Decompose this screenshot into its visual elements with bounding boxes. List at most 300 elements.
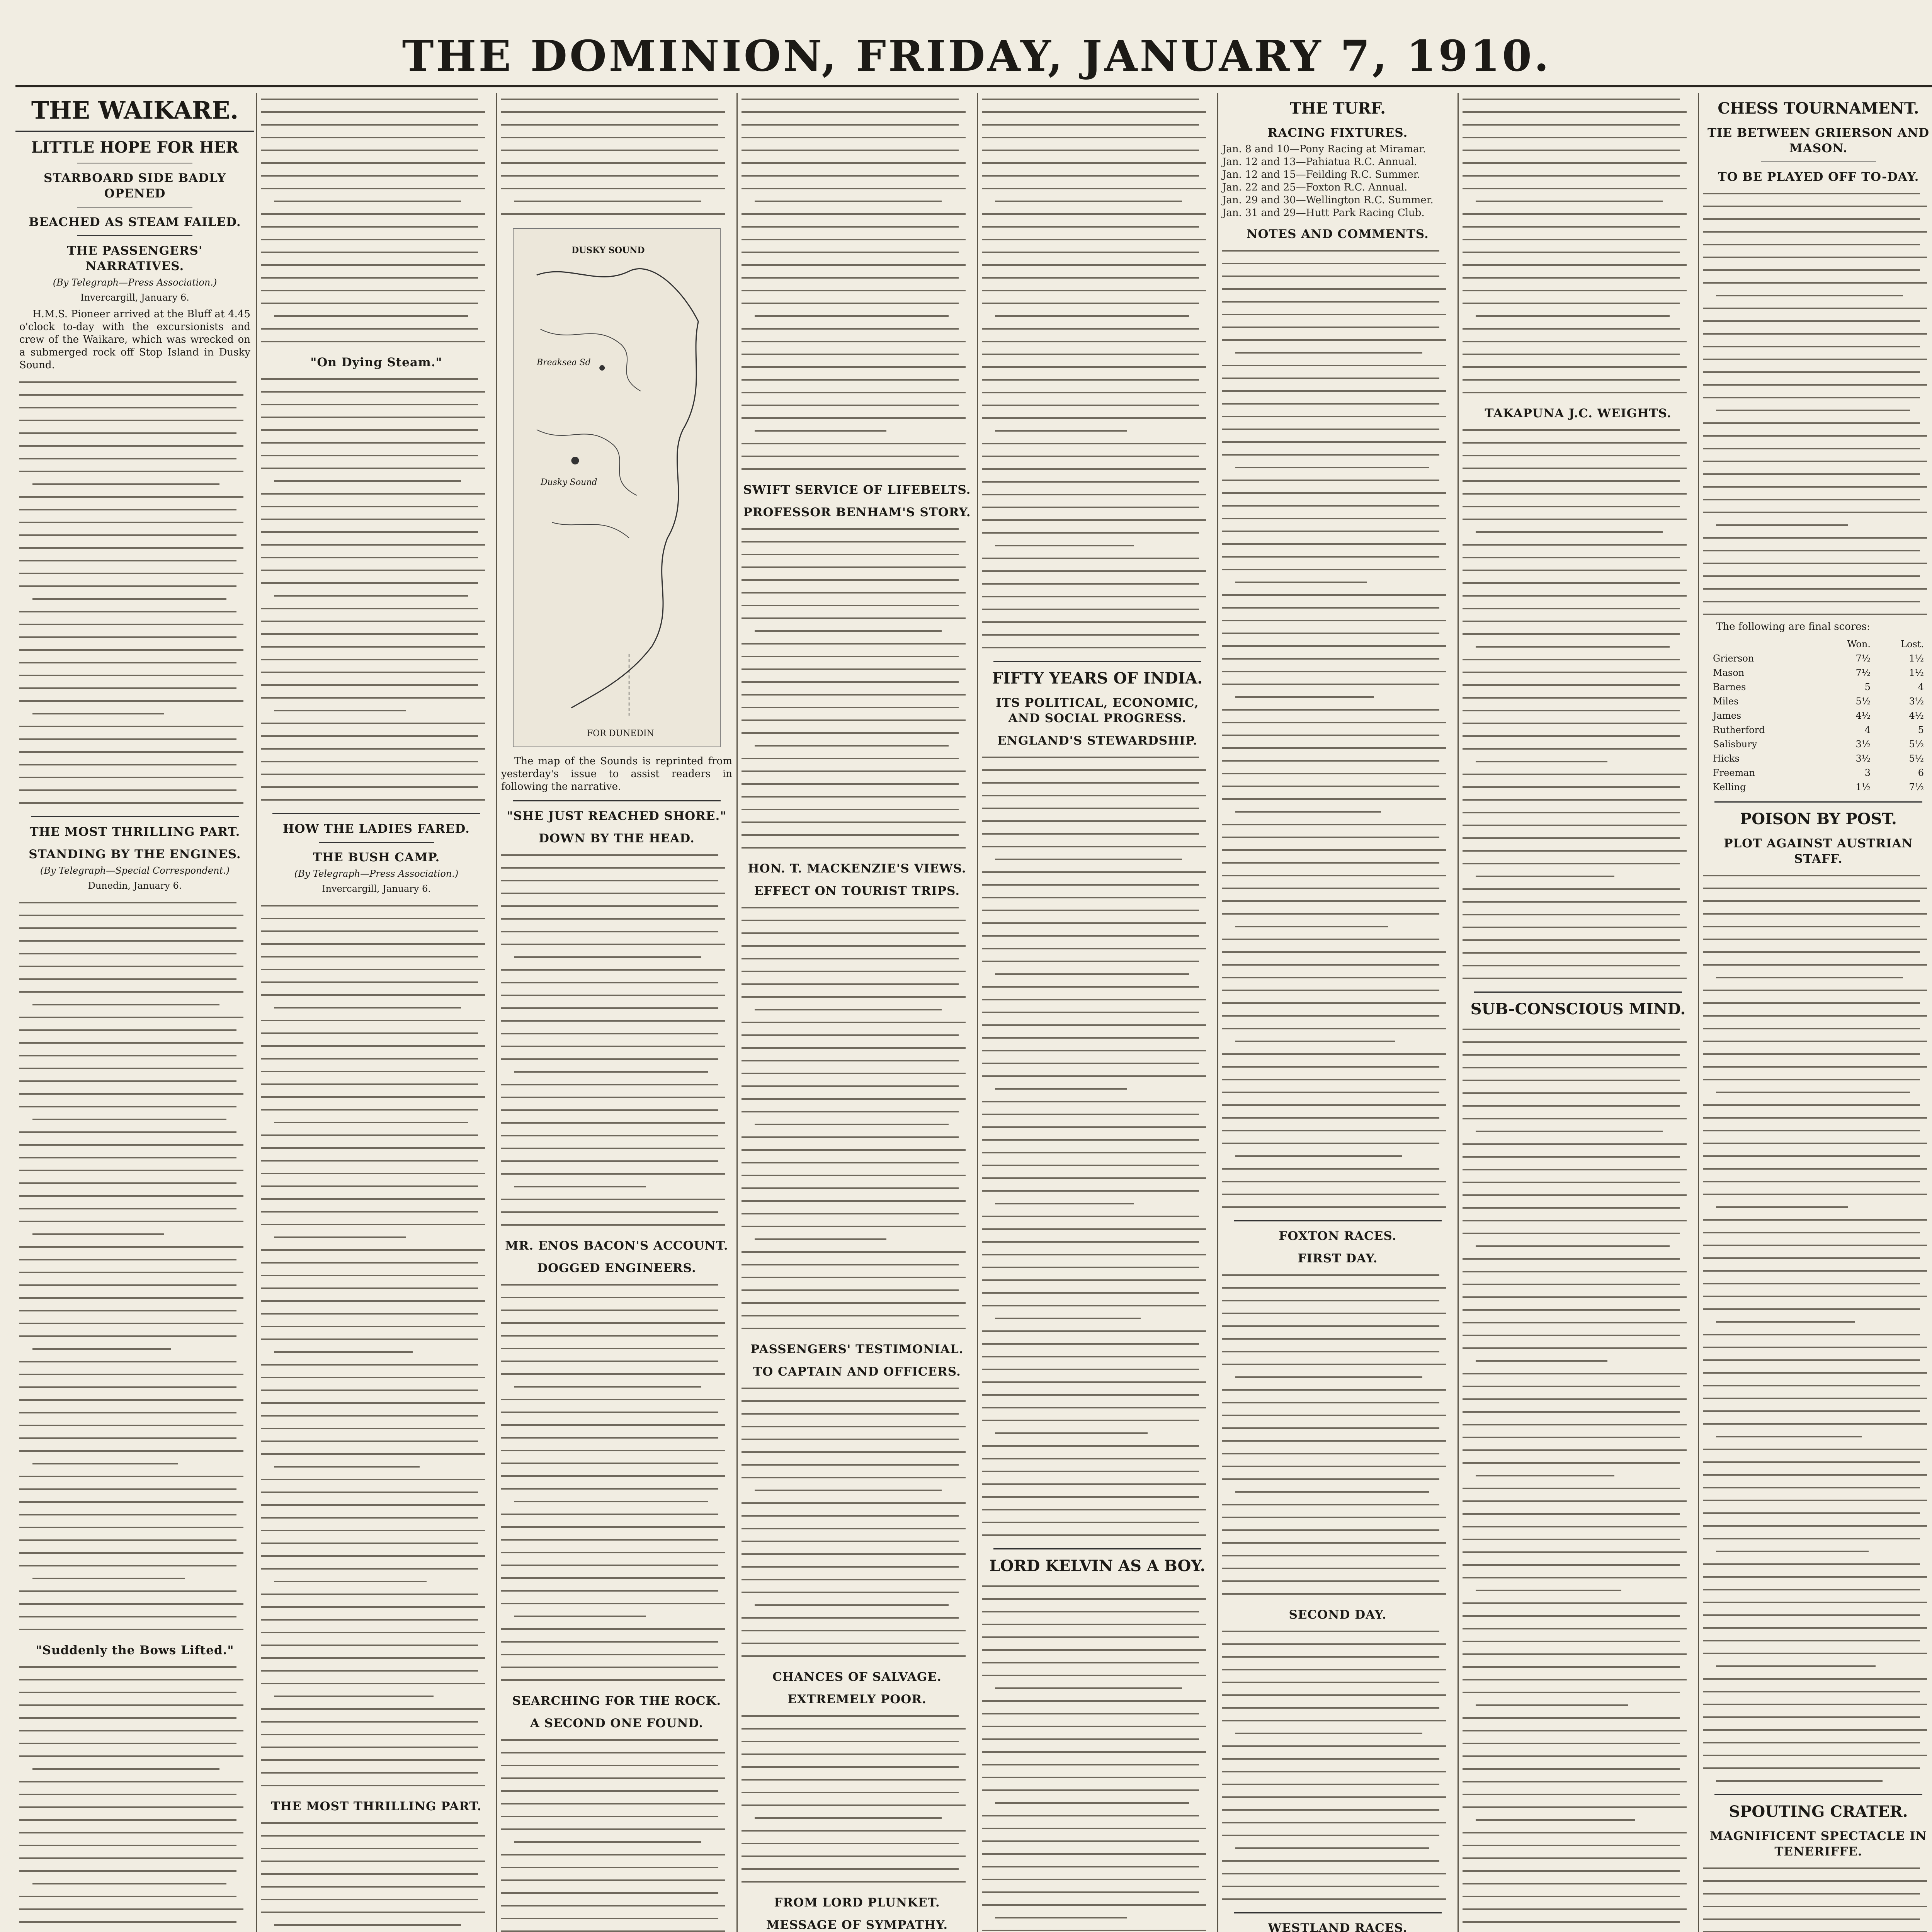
text-line [1703, 366, 1932, 378]
text-line [982, 1898, 1213, 1911]
text-line [501, 169, 732, 182]
text-line [501, 1520, 732, 1533]
text-line [501, 1291, 732, 1304]
text-line [982, 322, 1213, 335]
subhead: DOGGED ENGINEERS. [537, 1261, 696, 1275]
text-line [742, 939, 973, 952]
text-line [19, 1151, 250, 1164]
article-body [501, 1278, 732, 1686]
text-line [19, 1036, 250, 1049]
text-line [982, 1235, 1213, 1248]
text-line [742, 535, 973, 548]
player-name: Hicks [1713, 753, 1740, 764]
text-line [19, 1266, 250, 1279]
text-line [742, 1799, 973, 1811]
subhead: FOXTON RACES. [1279, 1229, 1397, 1243]
text-line [1222, 1048, 1453, 1060]
text-line [742, 1194, 973, 1207]
text-line [501, 1040, 732, 1053]
text-line [742, 399, 973, 412]
text-line [1463, 1214, 1694, 1227]
text-line [1463, 1495, 1694, 1507]
text-line [19, 1495, 250, 1508]
text-line [742, 1522, 973, 1535]
text-line [1463, 1635, 1694, 1648]
text-line [1703, 997, 1932, 1009]
text-line [982, 1631, 1213, 1643]
text-line [261, 1741, 492, 1753]
text-line [1222, 1524, 1453, 1536]
player-name: Grierson [1713, 653, 1754, 664]
text-line [1463, 819, 1694, 832]
text-line [1222, 1150, 1453, 1162]
article-body [982, 751, 1213, 1541]
text-line [19, 1839, 250, 1852]
text-line [982, 968, 1213, 980]
text-line [1463, 653, 1694, 666]
text-line [1703, 1099, 1932, 1111]
text-line [1222, 1447, 1453, 1460]
text-line [1463, 93, 1694, 105]
text-line [742, 348, 973, 361]
text-line [1222, 550, 1453, 563]
text-line [982, 1133, 1213, 1146]
text-line [1463, 1839, 1694, 1852]
text-line [261, 640, 492, 653]
text-line [742, 548, 973, 561]
text-line [19, 1788, 250, 1801]
text-line [19, 1711, 250, 1724]
text-line [261, 988, 492, 1001]
text-line [1703, 1900, 1932, 1913]
text-line [982, 1108, 1213, 1121]
map-caption: The map of the Sounds is reprinted from yesterday's issue to assist readers in following the narrative. [501, 755, 732, 793]
text-line [742, 1016, 973, 1029]
text-line [1463, 449, 1694, 462]
text-line [501, 1508, 732, 1520]
text-line [19, 1138, 250, 1151]
text-line [501, 1431, 732, 1444]
text-line [501, 1116, 732, 1129]
text-line [742, 1535, 973, 1548]
text-line [501, 207, 732, 220]
text-line [1222, 1778, 1453, 1791]
text-line [982, 386, 1213, 399]
text-line [1703, 1660, 1932, 1672]
text-line [19, 554, 250, 567]
text-line [982, 1439, 1213, 1452]
text-line [742, 1143, 973, 1156]
subhead: TO BE PLAYED OFF TO-DAY. [1718, 170, 1919, 184]
text-line [19, 1291, 250, 1304]
text-line [742, 284, 973, 297]
text-line [1703, 327, 1932, 340]
table-row [1711, 723, 1926, 737]
text-line [19, 1342, 250, 1355]
text-line [1463, 1380, 1694, 1393]
text-line [1463, 1660, 1694, 1673]
chess-score-table [1711, 637, 1926, 794]
text-line [261, 768, 492, 781]
text-line [742, 1258, 973, 1271]
text-line [1222, 1498, 1453, 1511]
text-line [1703, 1124, 1932, 1137]
text-line [742, 1054, 973, 1067]
text-line [501, 105, 732, 118]
text-line [982, 1031, 1213, 1044]
text-line [261, 1129, 492, 1141]
text-line [1222, 856, 1453, 869]
text-line [982, 169, 1213, 182]
subhead: EXTREMELY POOR. [787, 1692, 927, 1706]
text-line [982, 1694, 1213, 1707]
lost-cell: 5 [1918, 724, 1924, 735]
won-cell: 3½ [1855, 739, 1871, 750]
text-line [261, 182, 492, 195]
text-line [261, 156, 492, 169]
text-line [1463, 704, 1694, 717]
fixture: Jan. 31 and 29—Hutt Park Racing Club. [1222, 207, 1425, 219]
text-line [742, 1271, 973, 1284]
text-line [261, 1384, 492, 1396]
article-body [261, 1816, 492, 1932]
column-5 [977, 93, 1217, 1932]
text-line [19, 771, 250, 784]
text-line [742, 599, 973, 612]
text-line [1463, 361, 1694, 373]
text-line [1703, 1060, 1932, 1073]
text-line [19, 618, 250, 631]
text-line [982, 764, 1213, 776]
text-line [1222, 410, 1453, 423]
text-line [1463, 373, 1694, 386]
text-line [982, 1745, 1213, 1758]
text-line [1463, 513, 1694, 526]
text-line [1222, 1086, 1453, 1099]
text-line [1703, 238, 1932, 251]
text-line [1463, 730, 1694, 742]
text-line [261, 1842, 492, 1855]
text-line [1463, 271, 1694, 284]
text-line [1463, 1418, 1694, 1431]
text-line [742, 1760, 973, 1773]
text-line [982, 156, 1213, 169]
text-line [1703, 378, 1932, 391]
text-line [261, 1779, 492, 1792]
text-line [1703, 1379, 1932, 1392]
text-line [742, 118, 973, 131]
text-line [982, 577, 1213, 590]
text-line [1463, 169, 1694, 182]
column-7 [1458, 93, 1697, 1932]
text-line [1222, 1383, 1453, 1396]
text-line [1463, 972, 1694, 985]
map-label: Breaksea Sd [537, 358, 591, 367]
text-line [501, 1304, 732, 1316]
text-line [1222, 1549, 1453, 1562]
text-line [1463, 1061, 1694, 1074]
text-line [742, 271, 973, 284]
text-line [1703, 276, 1932, 289]
text-line [982, 131, 1213, 144]
text-line [982, 182, 1213, 195]
text-line [1222, 295, 1453, 308]
text-line [1463, 1138, 1694, 1150]
text-line [1463, 1571, 1694, 1584]
text-line [19, 1253, 250, 1266]
text-line [742, 1509, 973, 1522]
text-line [501, 1584, 732, 1597]
text-line [1463, 870, 1694, 883]
text-line [19, 1049, 250, 1062]
text-line [1222, 1485, 1453, 1498]
text-line [19, 909, 250, 922]
text-line [1463, 322, 1694, 335]
text-line [1463, 1711, 1694, 1724]
text-line [501, 1533, 732, 1546]
text-line [982, 1605, 1213, 1618]
text-line [261, 1715, 492, 1728]
text-line [1463, 487, 1694, 500]
text-line [19, 1521, 250, 1534]
text-line [501, 887, 732, 900]
text-line [1703, 1711, 1932, 1723]
subhead: MAGNIFICENT SPECTACLE IN TENERIFFE. [1710, 1829, 1927, 1859]
text-line [19, 1546, 250, 1559]
text-line [1703, 1073, 1932, 1086]
text-line [742, 1611, 973, 1624]
text-line [261, 1588, 492, 1600]
text-line [19, 1534, 250, 1546]
text-line [1463, 207, 1694, 220]
text-line [261, 500, 492, 513]
text-line [982, 1669, 1213, 1682]
table-row [1711, 694, 1926, 709]
text-line [501, 1367, 732, 1380]
text-line [261, 436, 492, 449]
text-line [19, 1737, 250, 1750]
text-line [261, 1829, 492, 1842]
subhead: RACING FIXTURES. [1267, 126, 1408, 140]
text-line [19, 1928, 250, 1932]
text-line [1222, 435, 1453, 448]
text-line [261, 144, 492, 156]
text-line [982, 424, 1213, 437]
text-line [1703, 519, 1932, 531]
text-line [1222, 1201, 1453, 1213]
text-line [1463, 1099, 1694, 1112]
text-line [1222, 1473, 1453, 1485]
text-line [982, 1414, 1213, 1427]
text-line [261, 1486, 492, 1498]
text-line [261, 1613, 492, 1626]
text-line [501, 1278, 732, 1291]
text-line [982, 271, 1213, 284]
text-line [501, 1167, 732, 1180]
text-line [742, 1105, 973, 1118]
text-line [742, 816, 973, 828]
deck-little-hope: LITTLE HOPE FOR HER [31, 138, 239, 156]
article-body [1703, 869, 1932, 1787]
text-line [1222, 1269, 1453, 1281]
text-line [19, 414, 250, 427]
text-line [1222, 665, 1453, 678]
player-name: Salisbury [1713, 739, 1757, 750]
text-line [1703, 417, 1932, 429]
text-line [501, 1899, 732, 1912]
text-line [19, 922, 250, 934]
text-line [261, 1039, 492, 1052]
deck-beached: BEACHED AS STEAM FAILED. [29, 215, 241, 229]
text-line [1463, 589, 1694, 602]
won-cell: 5 [1864, 682, 1871, 692]
text-line [1463, 1890, 1694, 1903]
text-line [1463, 1584, 1694, 1597]
text-line [1222, 1124, 1453, 1137]
text-line [261, 246, 492, 259]
text-line [19, 784, 250, 796]
text-line [19, 998, 250, 1011]
text-line [742, 335, 973, 348]
text-line [501, 861, 732, 874]
text-line [742, 714, 973, 726]
text-line [1463, 1673, 1694, 1686]
text-line [19, 745, 250, 758]
won-cell: 4 [1864, 724, 1871, 735]
text-line [982, 1529, 1213, 1541]
text-line [1222, 1409, 1453, 1422]
text-line [1463, 857, 1694, 870]
text-line [1222, 270, 1453, 282]
text-line [1222, 1396, 1453, 1409]
text-line [742, 195, 973, 207]
text-line [261, 1256, 492, 1269]
text-line [1463, 768, 1694, 781]
text-line [742, 463, 973, 475]
deck-passengers-narratives: THE PASSENGERS' NARRATIVES. [67, 244, 203, 273]
subhead: NOTES AND COMMENTS. [1247, 227, 1429, 241]
text-line [1463, 1036, 1694, 1048]
text-line [261, 976, 492, 988]
text-line [982, 878, 1213, 891]
text-line [261, 653, 492, 666]
text-line [261, 1269, 492, 1282]
text-line [261, 1702, 492, 1715]
text-line [19, 1368, 250, 1381]
text-line [1463, 1686, 1694, 1699]
text-line [742, 1709, 973, 1722]
text-line [982, 840, 1213, 853]
text-line [1463, 156, 1694, 169]
text-line [742, 1245, 973, 1258]
text-line [1463, 1877, 1694, 1890]
text-line [1703, 1494, 1932, 1507]
text-line [1463, 691, 1694, 704]
text-line [1222, 1740, 1453, 1752]
text-line [261, 1205, 492, 1218]
text-line [261, 1575, 492, 1588]
text-line [501, 1597, 732, 1610]
table-row [1711, 709, 1926, 723]
text-line [261, 1639, 492, 1651]
article-body [742, 522, 973, 854]
player-name: Kelling [1713, 782, 1746, 793]
text-line [1222, 384, 1453, 397]
text-line [501, 1457, 732, 1469]
subhead: EFFECT ON TOURIST TRIPS. [754, 884, 960, 898]
text-line [1703, 1887, 1932, 1900]
text-line [1703, 1736, 1932, 1749]
text-line [742, 1773, 973, 1786]
text-line [1222, 895, 1453, 907]
text-line [1703, 1532, 1932, 1545]
text-line [19, 796, 250, 809]
article-body [1703, 187, 1932, 621]
section-head-chess: CHESS TOURNAMENT. [1718, 99, 1919, 117]
text-line [501, 1772, 732, 1784]
text-line [19, 669, 250, 682]
text-line [1222, 1650, 1453, 1663]
text-line [742, 901, 973, 914]
text-line [1222, 1587, 1453, 1600]
text-line [1463, 755, 1694, 768]
text-line [1222, 805, 1453, 818]
text-line [982, 1312, 1213, 1325]
text-line [1463, 118, 1694, 131]
text-line [1463, 717, 1694, 730]
text-line [19, 960, 250, 973]
text-line [742, 675, 973, 688]
text-line [19, 1852, 250, 1864]
text-line [261, 1651, 492, 1664]
text-line [1463, 1303, 1694, 1316]
text-line [1703, 264, 1932, 276]
won-cell: 7½ [1855, 667, 1871, 678]
text-line [1222, 946, 1453, 958]
text-line [982, 751, 1213, 764]
text-line [19, 1304, 250, 1317]
text-line [982, 1911, 1213, 1924]
text-line [261, 1243, 492, 1256]
text-line [742, 1118, 973, 1131]
text-line [19, 1075, 250, 1087]
text-line [261, 1600, 492, 1613]
text-line [1222, 729, 1453, 742]
text-line [501, 1848, 732, 1861]
text-line [1463, 526, 1694, 538]
text-line [19, 1113, 250, 1126]
lost-cell: 7½ [1909, 782, 1924, 793]
text-line [1463, 1431, 1694, 1444]
text-line [261, 233, 492, 246]
text-line [19, 1775, 250, 1788]
text-line [19, 1801, 250, 1813]
text-line [1463, 436, 1694, 449]
text-line [261, 411, 492, 423]
subhead: LORD KELVIN AS A BOY. [989, 1557, 1206, 1575]
text-line [19, 1890, 250, 1903]
text-line [742, 322, 973, 335]
text-line [261, 372, 492, 385]
text-line [19, 388, 250, 401]
text-line [261, 1116, 492, 1129]
subhead: PLOT AGAINST AUSTRIAN STAFF. [1724, 837, 1913, 866]
text-line [742, 182, 973, 195]
text-line [501, 1065, 732, 1078]
text-line [982, 1184, 1213, 1197]
text-line [501, 156, 732, 169]
text-line [742, 701, 973, 714]
